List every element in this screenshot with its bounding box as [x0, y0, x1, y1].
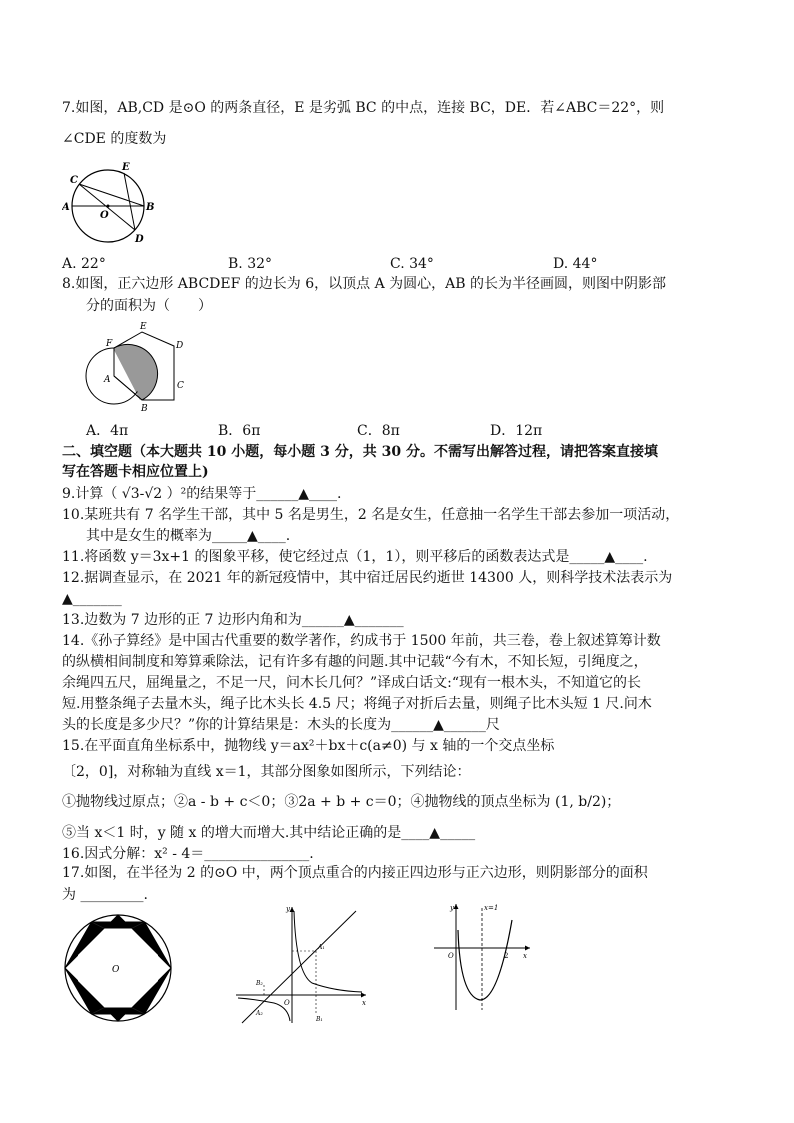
- q10-line1: 10.某班共有 7 名学生干部，其中 5 名是男生，2 名是女生，任意抽一名学生干部去参加一项活动，: [62, 507, 680, 523]
- q14-line2: 的纵横相间制度和筹算乘除法，记有许多有趣的问题.其中记载“今有木，不知长短，引绳度之，: [62, 654, 648, 670]
- q8-label-a: A: [104, 375, 111, 385]
- q11: 11.将函数 y＝3x+1 的图象平移，使它经过点（1，1），则平移后的函数表达式是_____▲____.: [62, 549, 648, 565]
- q7-line1: 7.如图，AB,CD 是⊙O 的两条直径，E 是劣弧 BC 的中点，连接 BC，DE．若∠ABC＝22°，则: [62, 100, 665, 116]
- graph1-origin-label: O: [284, 999, 290, 1007]
- q8-option-a: A．4π: [86, 423, 129, 439]
- q14-line1: 14.《孙子算经》是中国古代重要的数学著作，约成书于 1500 年前，共三卷，卷上叙述算筹计数: [62, 633, 661, 649]
- q16: 16.因式分解：x² - 4＝_______________.: [62, 846, 314, 862]
- graph-parabola: [432, 900, 532, 1012]
- graph1-b2-label: B₂: [256, 980, 263, 987]
- q14-line3: 余绳四五尺，屈绳量之，不足一尺，问木长几何？”译成白话文:“现有一根木头，不知道它的长: [62, 675, 642, 691]
- q7-label-d: D: [135, 234, 144, 245]
- q8-label-c: C: [177, 381, 184, 391]
- q15-line2: 〔2，0]，对称轴为直线 x＝1，其部分图象如图所示，下列结论：: [62, 764, 471, 780]
- q8-line2: 分的面积为（ ）: [86, 298, 212, 314]
- q7-label-o: O: [100, 210, 109, 221]
- q13: 13.边数为 7 边形的正 7 边形内角和为______▲_______: [62, 612, 404, 628]
- q14-line5: 头的长度是多少尺？”你的计算结果是：木头的长度为______▲______尺: [62, 717, 500, 733]
- q7-option-d: D. 44°: [553, 256, 598, 272]
- q7-option-b: B. 32°: [228, 256, 273, 272]
- q7-option-a: A. 22°: [62, 256, 106, 272]
- q8-label-f: F: [106, 339, 113, 349]
- graph2-axis-label: x=1: [484, 904, 499, 912]
- q8-hexagon-figure: [80, 318, 190, 413]
- q15-line3: ①抛物线过原点；②a - b + c＜0；③2a + b + c＝0；④抛物线的顶点坐标为 (1, b/2)；: [62, 794, 621, 810]
- graph2-x-label: x: [523, 952, 527, 960]
- graph2-origin-label: O: [448, 952, 454, 960]
- graph1-y-label: y: [286, 905, 290, 913]
- q7-circle-figure: [62, 160, 162, 248]
- q8-option-d: D．12π: [490, 423, 543, 439]
- graph1-a2-label: A₂: [256, 1010, 263, 1017]
- q10-line2: 其中是女生的概率为_____▲____.: [86, 528, 291, 544]
- q8-option-c: C．8π: [357, 423, 400, 439]
- q7-line2: ∠CDE 的度数为: [62, 131, 167, 147]
- q12-line1: 12.据调查显示，在 2021 年的新冠疫情中，其中宿迁居民约逝世 14300 人，则科学技术法表示为: [62, 570, 673, 586]
- q8-label-d: D: [176, 341, 184, 351]
- graph1-b1-label: B₁: [316, 1016, 323, 1023]
- q7-label-c: C: [70, 175, 78, 186]
- q17-circle-figure: [60, 910, 176, 1026]
- q7-label-b: B: [146, 202, 155, 213]
- q12-line2: ▲_______: [62, 591, 122, 607]
- q7-label-e: E: [122, 162, 130, 173]
- section2-heading-line1: 二、填空题（本大题共 10 小题，每小题 3 分，共 30 分。不需写出解答过程，请把答案直接填: [62, 444, 658, 460]
- graph1-a1-label: A₁: [318, 944, 325, 951]
- q15-line4: ⑤当 x＜1 时，y 随 x 的增大而增大.其中结论正确的是____▲_____: [62, 825, 476, 841]
- q8-option-b: B．6π: [218, 423, 261, 439]
- q8-line1: 8.如图，正六边形 ABCDEF 的边长为 6，以顶点 A 为圆心，AB 的长为半径画圆，则图中阴影部: [62, 276, 667, 292]
- q15-line1: 15.在平面直角坐标系中，抛物线 y＝ax²＋bx＋c(a≠0) 与 x 轴的一个交点坐标: [62, 738, 555, 754]
- graph2-y-label: y: [450, 904, 454, 912]
- q9: 9.计算（ √3-√2 ）²的结果等于______▲____.: [62, 486, 342, 502]
- q8-label-b: B: [141, 404, 148, 413]
- q14-line4: 短.用整条绳子去量木头，绳子比木头长 4.5 尺；将绳子对折后去量，则绳子比木头短 1 尺.问木: [62, 696, 652, 712]
- q7-option-c: C. 34°: [390, 256, 434, 272]
- q17-center-label: O: [112, 965, 120, 975]
- section2-heading-line2: 写在答题卡相应位置上): [62, 464, 209, 480]
- q8-label-e: E: [140, 322, 147, 332]
- q17-line1: 17.如图，在半径为 2 的⊙O 中，两个顶点重合的内接正四边形与正六边形，则阴影部分的面积: [62, 865, 648, 881]
- graph-line-hyperbola: [234, 903, 370, 1025]
- graph1-x-label: x: [362, 999, 366, 1007]
- graph2-tick-2: 2: [504, 952, 509, 960]
- q7-label-a: A: [62, 202, 70, 213]
- q17-line2: 为 _________.: [62, 887, 148, 903]
